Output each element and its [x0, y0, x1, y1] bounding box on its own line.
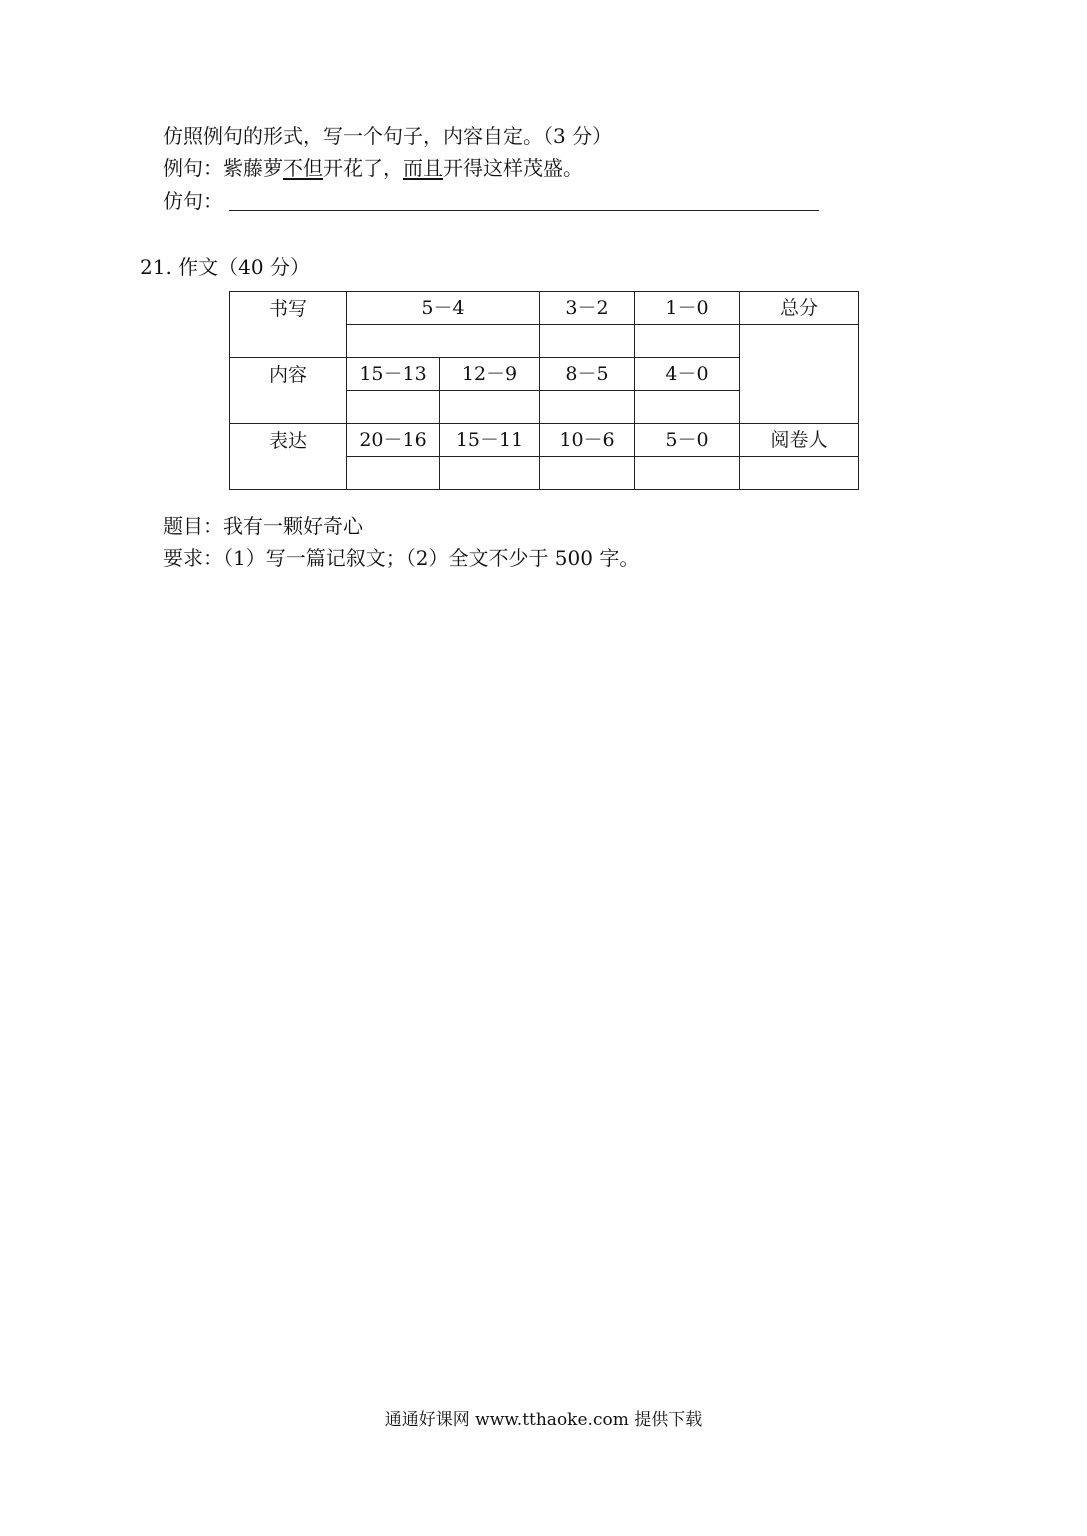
- example-sentence: [163, 155, 583, 181]
- page-footer: 通通好课网 www.tthaoke.com 提供下载: [384, 1410, 703, 1430]
- range-cell: 3－2: [540, 292, 635, 325]
- question-21-title: 21. 作文（40 分）: [140, 255, 310, 279]
- answer-blank-line[interactable]: [229, 210, 819, 211]
- range-cell: 5－4: [347, 292, 540, 325]
- range-cell: 10－6: [540, 424, 635, 457]
- range-cell: 5－0: [635, 424, 740, 457]
- row-label-writing: 书写: [230, 292, 347, 358]
- example-suffix: 开得这样茂盛。: [443, 156, 583, 180]
- score-input-cell[interactable]: [347, 325, 540, 358]
- grader-label: 阅卷人: [740, 424, 859, 457]
- score-input-cell[interactable]: [635, 391, 740, 424]
- example-underline-2: 而且: [403, 156, 443, 180]
- score-input-cell[interactable]: [540, 457, 635, 490]
- example-prefix: 例句：紫藤萝: [163, 156, 283, 180]
- imitation-instruction: 仿照例句的形式，写一个句子，内容自定。（3 分）: [163, 124, 613, 148]
- score-input-cell[interactable]: [440, 457, 540, 490]
- score-input-cell[interactable]: [635, 325, 740, 358]
- total-label: 总分: [740, 292, 859, 325]
- row-label-content: 内容: [230, 358, 347, 424]
- score-input-cell[interactable]: [440, 391, 540, 424]
- example-underline-1: 不但: [283, 156, 323, 180]
- answer-label: 仿句：: [163, 189, 223, 213]
- range-cell: 15－13: [347, 358, 440, 391]
- essay-topic: 题目：我有一颗好奇心: [163, 514, 363, 538]
- essay-requirements: 要求：（1）写一篇记叙文；（2）全文不少于 500 字。: [163, 546, 640, 570]
- range-cell: 12－9: [440, 358, 540, 391]
- range-cell: 20－16: [347, 424, 440, 457]
- score-table: [229, 291, 859, 490]
- table-row: [230, 424, 859, 457]
- score-input-cell[interactable]: [635, 457, 740, 490]
- example-mid: 开花了，: [323, 156, 403, 180]
- grader-signature-cell[interactable]: [740, 457, 859, 490]
- score-input-cell[interactable]: [347, 391, 440, 424]
- total-score-cell[interactable]: [740, 325, 859, 424]
- range-cell: 8－5: [540, 358, 635, 391]
- score-input-cell[interactable]: [540, 391, 635, 424]
- row-label-expression: 表达: [230, 424, 347, 490]
- table-row: [230, 292, 859, 325]
- score-input-cell[interactable]: [347, 457, 440, 490]
- range-cell: 15－11: [440, 424, 540, 457]
- score-input-cell[interactable]: [540, 325, 635, 358]
- range-cell: 4－0: [635, 358, 740, 391]
- range-cell: 1－0: [635, 292, 740, 325]
